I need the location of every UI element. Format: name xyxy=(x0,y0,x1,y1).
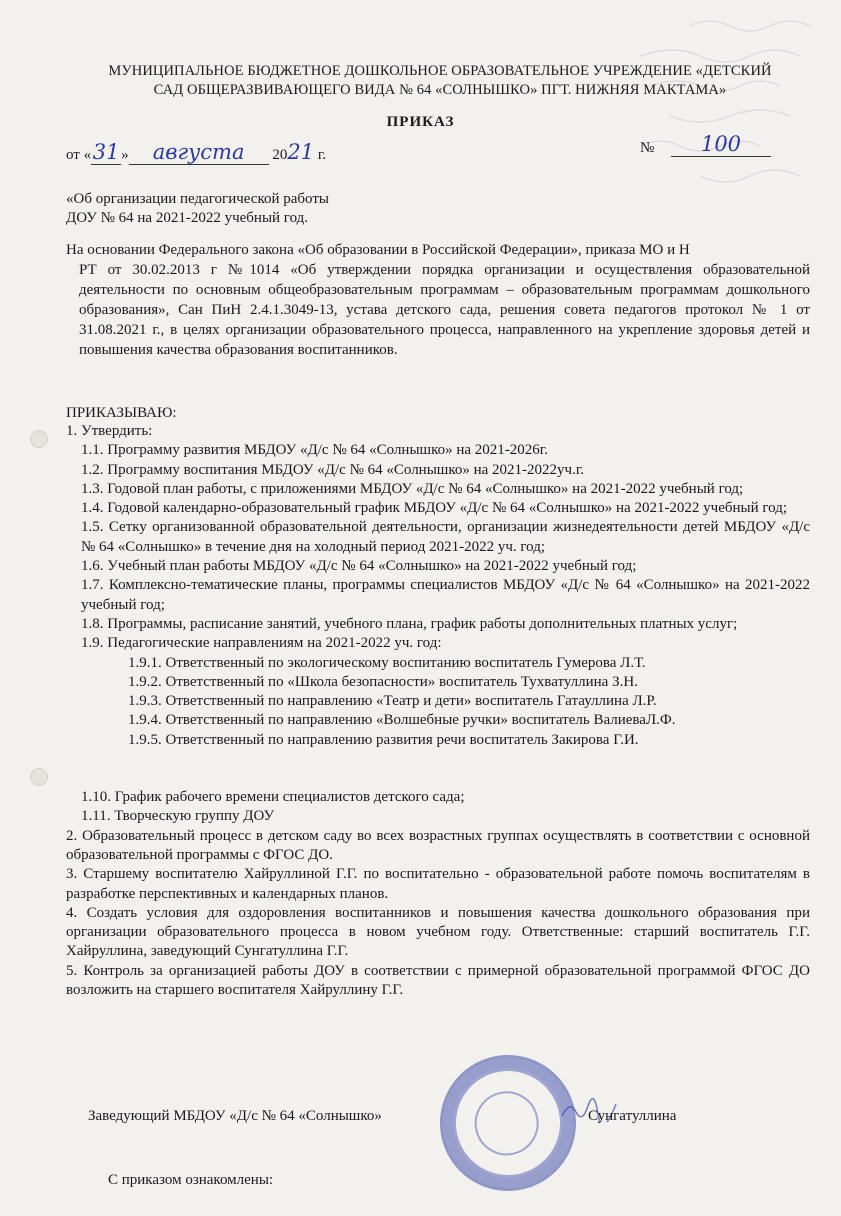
basis-continuation: РТ от 30.02.2013 г №1014 «Об утверждении порядка организации и осуществления образовательной деятельности по основным общеобразовательным программам – образовательным программам дошкольного образования», Сан ПиН 2.4.1.3049-13, устава детского сада, решения совета педагогов протокол № 1 от 31.08.2021 г., в целях организации образовательного процесса, направленного на укрепление здоровья детей и повышения качества образования воспитанников. xyxy=(79,262,810,358)
subitem-1-9-5: 1.9.5. Ответственный по направлению развития речи воспитатель Закирова Г.И. xyxy=(128,731,639,748)
orders-list xyxy=(66,422,810,1000)
punch-hole-bottom xyxy=(30,768,48,786)
subitem-1-9-3: 1.9.3. Ответственный по направлению «Театр и дети» воспитатель Гатауллина Л.Р. xyxy=(128,693,657,710)
date-day: 31 xyxy=(92,140,120,164)
signature-block xyxy=(88,1108,788,1125)
header-line-1: МУНИЦИПАЛЬНОЕ БЮДЖЕТНОЕ ДОШКОЛЬНОЕ ОБРАЗОВАТЕЛЬНОЕ УЧРЕЖДЕНИЕ «ДЕТСКИЙ xyxy=(108,63,772,79)
order-3: 3. Старшему воспитателю Хайруллиной Г.Г. по воспитательно - образовательной работе помочь воспитателям в разработке перспективных и календарных планов. xyxy=(66,866,810,902)
date-mid: » xyxy=(121,147,129,163)
date-year-end: г. xyxy=(314,147,327,163)
order-item-1-9: 1.9. Педагогические направлениям на 2021-2022 уч. год: xyxy=(81,635,442,652)
date-year-suffix: 21 xyxy=(287,140,315,164)
punch-hole-top xyxy=(30,430,48,448)
institution-header xyxy=(60,62,820,100)
date-prefix: от « xyxy=(66,147,92,163)
date-year-prefix: 20 xyxy=(272,147,288,163)
order-item-1-11: 1.11. Творческую группу ДОУ xyxy=(81,808,275,825)
subitem-1-9-4: 1.9.4. Ответственный по направлению «Волшебные ручки» воспитатель ВалиеваЛ.Ф. xyxy=(128,712,676,729)
subitem-1-9-2: 1.9.2. Ответственный по «Школа безопасности» воспитатель Тухватуллина З.Н. xyxy=(128,673,638,690)
orders-heading: ПРИКАЗЫВАЮ: xyxy=(66,405,177,421)
date-month: августа xyxy=(129,140,269,165)
order-4: 4. Создать условия для оздоровления воспитанников и повышения качества дошкольного образования при организации образовательного процесса в новом учебном году. Ответственные: старший воспитатель Г.Г. Хайруллина, заведующий Сунгатуллина Г.Г. xyxy=(66,904,810,960)
order-item-1-8: 1.8. Программы, расписание занятий, учебного плана, график работы дополнительных платных услуг; xyxy=(81,615,738,632)
legal-basis xyxy=(66,240,810,360)
topic-line-2: ДОУ № 64 на 2021-2022 учебный год. xyxy=(66,210,309,226)
signatory-position: Заведующий МБДОУ «Д/с № 64 «Солнышко» xyxy=(88,1108,382,1124)
order-item-1-6: 1.6. Учебный план работы МБДОУ «Д/с № 64 «Солнышко» на 2021-2022 учебный год; xyxy=(81,558,637,575)
order-item-1-2: 1.2. Программу воспитания МБДОУ «Д/с № 64 «Солнышко» на 2021-2022уч.г. xyxy=(81,461,585,478)
order-item-1-5: 1.5. Сетку организованной образовательной деятельности, организации жизнедеятельности детей МБДОУ «Д/с № 64 «Солнышко» в течение дня на холодный период 2021-2022 уч. год; xyxy=(81,519,810,555)
acquaintance-line: С приказом ознакомлены: xyxy=(108,1172,274,1188)
date-line xyxy=(66,132,766,170)
order-5: 5. Контроль за организацией работы ДОУ в соответствии с примерной образовательной программой ФГОС ДО возложить на старшего воспитателя Хайруллину Г.Г. xyxy=(66,962,810,999)
signatory-name: Сунгатуллина xyxy=(588,1108,677,1124)
order-item-1-10: 1.10. График рабочего времени специалистов детского сада; xyxy=(81,789,465,806)
number-label: № xyxy=(640,140,655,156)
order-item-1-7: 1.7. Комплексно-тематические планы, программы специалистов МБДОУ «Д/с № 64 «Солнышко» на 2021-2022 учебный год; xyxy=(81,577,810,613)
order-topic xyxy=(66,190,329,228)
order-item-1-4: 1.4. Годовой календарно-образовательный график МБДОУ «Д/с № 64 «Солнышко» на 2021-2022 учебный год; xyxy=(81,500,788,517)
header-line-2: САД ОБЩЕРАЗВИВАЮЩЕГО ВИДА № 64 «СОЛНЫШКО» ПГТ. НИЖНЯЯ МАКТАМА» xyxy=(153,82,727,98)
bleed-through xyxy=(520,6,820,206)
document-title: ПРИКАЗ xyxy=(386,114,455,130)
order-1-title: 1. Утвердить: xyxy=(66,423,153,439)
order-item-1-1: 1.1. Программу развития МБДОУ «Д/с № 64 «Солнышко» на 2021-2026г. xyxy=(81,442,549,459)
spacer xyxy=(66,750,810,788)
order-item-1-3: 1.3. Годовой план работы, с приложениями МБДОУ «Д/с № 64 «Солнышко» на 2021-2022 учебный год; xyxy=(81,480,744,497)
order-2: 2. Образовательный процесс в детском саду во всех возрастных группах осуществлять в соответствии с основной образовательной программы с ФГОС ДО. xyxy=(66,827,810,863)
basis-first-line: На основании Федерального закона «Об образовании в Российской Федерации», приказа МО и Н xyxy=(66,242,690,258)
order-number: 100 xyxy=(671,132,771,157)
topic-line-1: «Об организации педагогической работы xyxy=(66,191,329,207)
subitem-1-9-1: 1.9.1. Ответственный по экологическому воспитанию воспитатель Гумерова Л.Т. xyxy=(128,654,646,671)
